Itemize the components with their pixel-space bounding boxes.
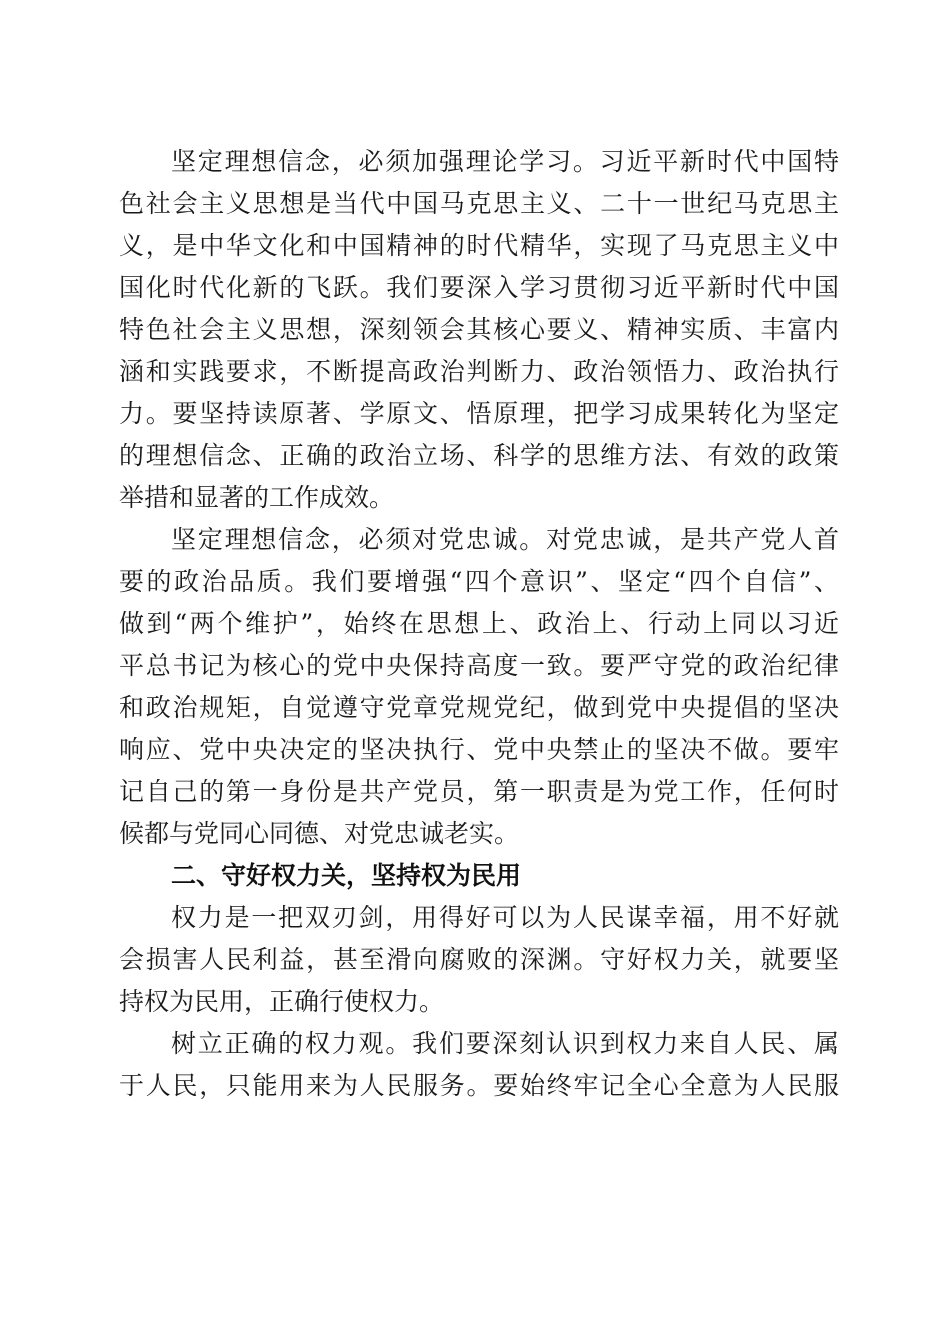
paragraph-4-line-2: 于人民，只能用来为人民服务。要始终牢记全心全意为人民服 [119,1071,839,1100]
paragraph-2-line-8: 候都与党同心同德、对党忠诚老实。 [119,819,520,848]
paragraph-4-line-1: 树立正确的权力观。我们要深刻认识到权力来自人民、属 [171,1029,839,1058]
paragraph-2-line-6: 响应、党中央决定的坚决执行、党中央禁止的坚决不做。要牢 [119,735,839,764]
paragraph-2-line-2: 要的政治品质。我们要增强“四个意识”、坚定“四个自信”、 [119,567,839,596]
paragraph-3-line-3: 持权为民用，正确行使权力。 [119,987,445,1016]
paragraph-3-line-1: 权力是一把双刃剑，用得好可以为人民谋幸福，用不好就 [171,903,839,932]
section-heading: 二、守好权力关，坚持权为民用 [171,861,522,890]
paragraph-1-line-9: 举措和显著的工作成效。 [119,483,395,512]
paragraph-1-line-4: 国化时代化新的飞跃。我们要深入学习贯彻习近平新时代中国 [119,273,839,302]
paragraph-2-line-3: 做到“两个维护”，始终在思想上、政治上、行动上同以习近 [119,609,839,638]
paragraph-1-line-5: 特色社会主义思想，深刻领会其核心要义、精神实质、丰富内 [119,315,839,344]
paragraph-2-line-4: 平总书记为核心的党中央保持高度一致。要严守党的政治纪律 [119,651,839,680]
paragraph-1-line-6: 涵和实践要求，不断提高政治判断力、政治领悟力、政治执行 [119,357,839,386]
paragraph-1-line-8: 的理想信念、正确的政治立场、科学的思维方法、有效的政策 [119,441,839,470]
paragraph-1-line-1: 坚定理想信念，必须加强理论学习。习近平新时代中国特 [171,147,839,176]
paragraph-2-line-7: 记自己的第一身份是共产党员，第一职责是为党工作，任何时 [119,777,839,806]
paragraph-1-line-3: 义，是中华文化和中国精神的时代精华，实现了马克思主义中 [119,231,839,260]
paragraph-2-line-1: 坚定理想信念，必须对党忠诚。对党忠诚，是共产党人首 [171,525,839,554]
paragraph-3-line-2: 会损害人民利益，甚至滑向腐败的深渊。守好权力关，就要坚 [119,945,839,974]
paragraph-1-line-7: 力。要坚持读原著、学原文、悟原理，把学习成果转化为坚定 [119,399,839,428]
paragraph-1-line-2: 色社会主义思想是当代中国马克思主义、二十一世纪马克思主 [119,189,839,218]
paragraph-2-line-5: 和政治规矩，自觉遵守党章党规党纪，做到党中央提倡的坚决 [119,693,839,722]
